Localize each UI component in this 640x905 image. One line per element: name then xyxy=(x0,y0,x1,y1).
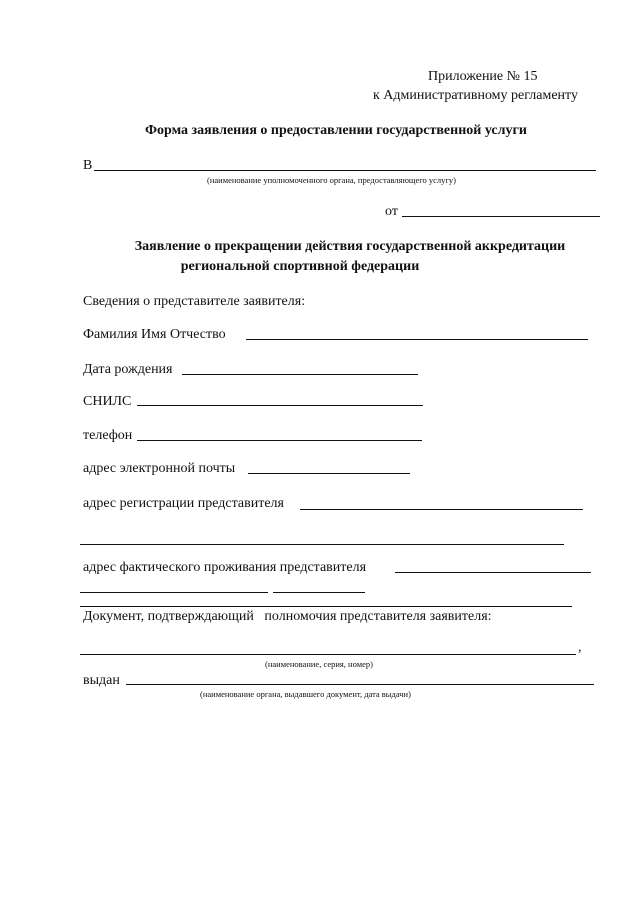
email-field[interactable] xyxy=(248,473,410,474)
actual-address-field-line2b[interactable] xyxy=(273,592,365,593)
birth-date-field[interactable] xyxy=(182,374,418,375)
full-name-field[interactable] xyxy=(246,339,588,340)
actual-address-field-line3[interactable] xyxy=(80,606,572,607)
registration-address-field-line2[interactable] xyxy=(80,544,564,545)
statement-title-line1: Заявление о прекращении действия государственной аккредитации xyxy=(134,239,566,254)
registration-address-label: адрес регистрации представителя xyxy=(83,496,284,511)
actual-address-label: адрес фактического проживания представителя xyxy=(83,560,367,575)
phone-field[interactable] xyxy=(137,440,422,441)
document-comma: , xyxy=(578,640,582,655)
actual-address-field-line2a[interactable] xyxy=(80,592,268,593)
form-title: Форма заявления о предоставлении государственной услуги xyxy=(145,123,527,138)
birth-date-label: Дата рождения xyxy=(83,362,173,377)
registration-address-field[interactable] xyxy=(300,509,583,510)
snils-label: СНИЛС xyxy=(83,394,132,409)
appendix-label: Приложение № 15 xyxy=(428,69,538,84)
document-field[interactable] xyxy=(80,654,576,655)
from-prefix: от xyxy=(385,204,398,219)
statement-title-line2: региональной спортивной федерации xyxy=(180,259,420,274)
document-hint: (наименование, серия, номер) xyxy=(265,659,373,669)
to-authority-hint: (наименование уполномоченного органа, предоставляющего услугу) xyxy=(207,175,456,185)
phone-label: телефон xyxy=(83,428,133,443)
document-label: Документ, подтверждающий полномочия представителя заявителя: xyxy=(83,609,492,624)
email-label: адрес электронной почты xyxy=(83,461,236,476)
to-prefix: В xyxy=(83,158,93,173)
to-authority-field[interactable] xyxy=(94,170,596,171)
issued-prefix: выдан xyxy=(83,673,120,688)
issued-field[interactable] xyxy=(126,684,594,685)
section-title: Сведения о представителе заявителя: xyxy=(83,294,306,309)
snils-field[interactable] xyxy=(137,405,423,406)
issued-hint: (наименование органа, выдавшего документ, дата выдачи) xyxy=(200,689,411,699)
from-field[interactable] xyxy=(402,216,600,217)
actual-address-field[interactable] xyxy=(395,572,591,573)
full-name-label: Фамилия Имя Отчество xyxy=(83,327,226,342)
regulation-label: к Административному регламенту xyxy=(373,88,578,103)
